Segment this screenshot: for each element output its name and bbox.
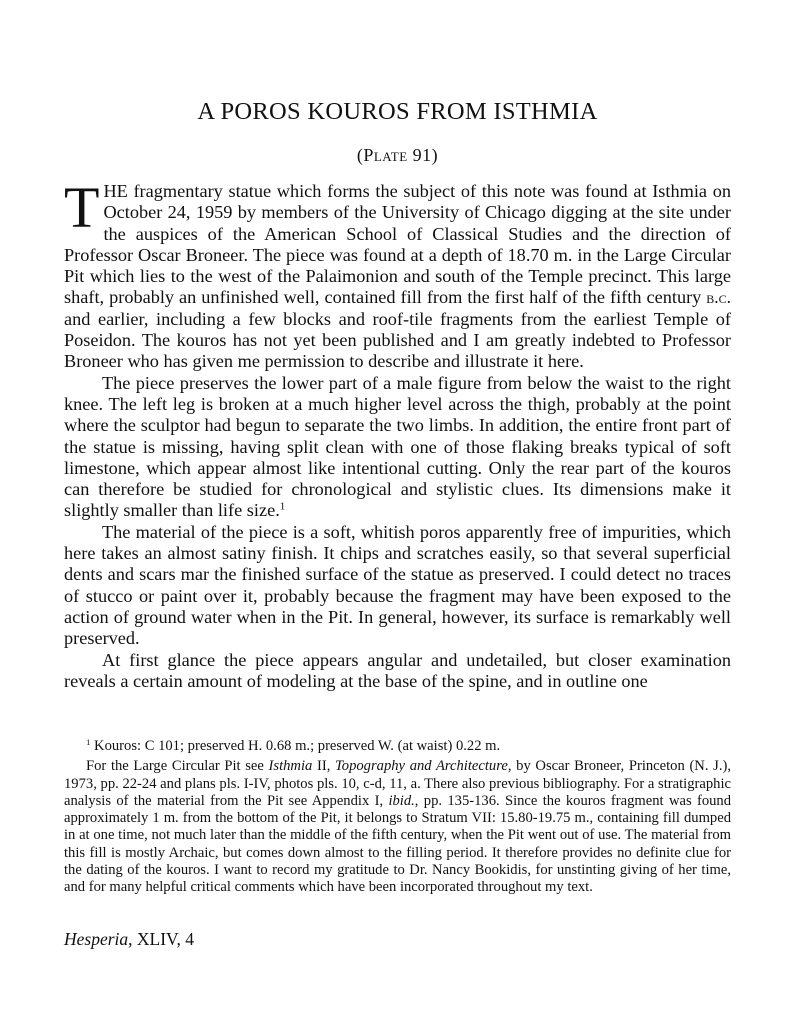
era-abbreviation: b.c. xyxy=(706,288,731,308)
article-title: A POROS KOUROS FROM ISTHMIA xyxy=(197,98,598,125)
footnote-text-a: For the Large Circular Pit see xyxy=(86,758,269,775)
ref-subtitle: Topography and Architecture xyxy=(335,758,508,775)
footnote-text-b: , by Oscar Broneer, Princeton (N. J.), 1973, pp. 22-24 and plans pls. I-IV, photos pls. 10, c-d, 11, a. There also previous bibliography. For a stratigraphic analysis of the material from the Pit see Appendix I, xyxy=(64,758,731,809)
paragraph-2 xyxy=(64,373,731,522)
journal-name: Hesperia xyxy=(64,929,129,949)
ref-volume: II, xyxy=(312,758,336,775)
footnote-text-c: , pp. 135-136. Since the kouros fragment was found approximately 1 m. from the bottom of the Pit, it belongs to Stratum VII: 15.80-19.75 m., containing fill dumped in at one time, not much later than the middle of the fifth century, when the Pit went out of use. The material from this fill is mostly Archaic, but comes down almost to the filling period. It therefore provides no definite clue for the dating of the kouros. I want to record my gratitude to Dr. Nancy Bookidis, for unstinting giving of her time, and for many helpful critical comments which have been incorporated throughout my text. xyxy=(64,792,732,896)
drop-cap: T xyxy=(64,175,100,240)
ref-title: Isthmia xyxy=(268,758,313,775)
paragraph-4: At first glance the piece appears angular and undetailed, but closer examination reveals a certain amount of modeling at the base of the spine, and in outline one xyxy=(64,649,731,691)
paragraph-1 xyxy=(64,175,731,373)
journal-issue: , XLIV, 4 xyxy=(128,929,194,949)
paragraph-1-text: HE fragmentary statue which forms the subject of this note was found at Isthmia on October 24, 1959 by members of the University of Chicago digging at the site under the auspices of the American School of Classical Studies and the direction of Professor Oscar Broneer. The piece was found at a depth of 18.70 m. in the Large Circular Pit which lies to the west of the Palaimonion and south of the Temple precinct. This large shaft, probably an unfinished well, contained fill from the first half of the fifth century xyxy=(64,181,731,308)
ibid: ibid. xyxy=(388,792,415,809)
footnotes xyxy=(64,738,731,897)
footnote-1 xyxy=(64,738,731,755)
plate-reference: (Plate 91) xyxy=(356,145,439,165)
paragraph-2-text: The piece preserves the lower part of a male figure from below the waist to the right knee. The left leg is broken at a much higher level across the thigh, probably at the point where the sculptor had begun to separate the two limbs. In addition, the entire front part of the statue is missing, having split clean with one of those flaking breaks typical of soft limestone, which appear almost like intentional cutting. Only the rear part of the kouros can therefore be studied for chronological and stylistic clues. Its dimensions make it slightly smaller than life size. xyxy=(64,372,731,521)
footnote-marker-1: 1 xyxy=(86,736,91,747)
footnote-1-text: Kouros: C 101; preserved H. 0.68 m.; preserved W. (at waist) 0.22 m. xyxy=(90,738,501,754)
paragraph-3: The material of the piece is a soft, whitish poros apparently free of impurities, which here takes an almost satiny finish. It chips and scratches easily, so that several superficial dents and scars mar the finished surface of the statue as preserved. I could detect no traces of stucco or paint over it, probably because the fragment may have been exposed to the action of ground water when in the Pit. In general, however, its surface is remarkably well preserved. xyxy=(64,521,731,649)
footnote-ref-1: 1 xyxy=(279,500,286,513)
article-body xyxy=(64,175,731,692)
paragraph-1-text-cont: and earlier, including a few blocks and roof-tile fragments from the earliest Temple of Poseidon. The kouros has not yet been published and I am greatly indebted to Professor Broneer who has given me permission to describe and illustrate it here. xyxy=(64,308,731,372)
journal-reference xyxy=(64,929,194,950)
footnote-1-continuation xyxy=(64,758,731,896)
